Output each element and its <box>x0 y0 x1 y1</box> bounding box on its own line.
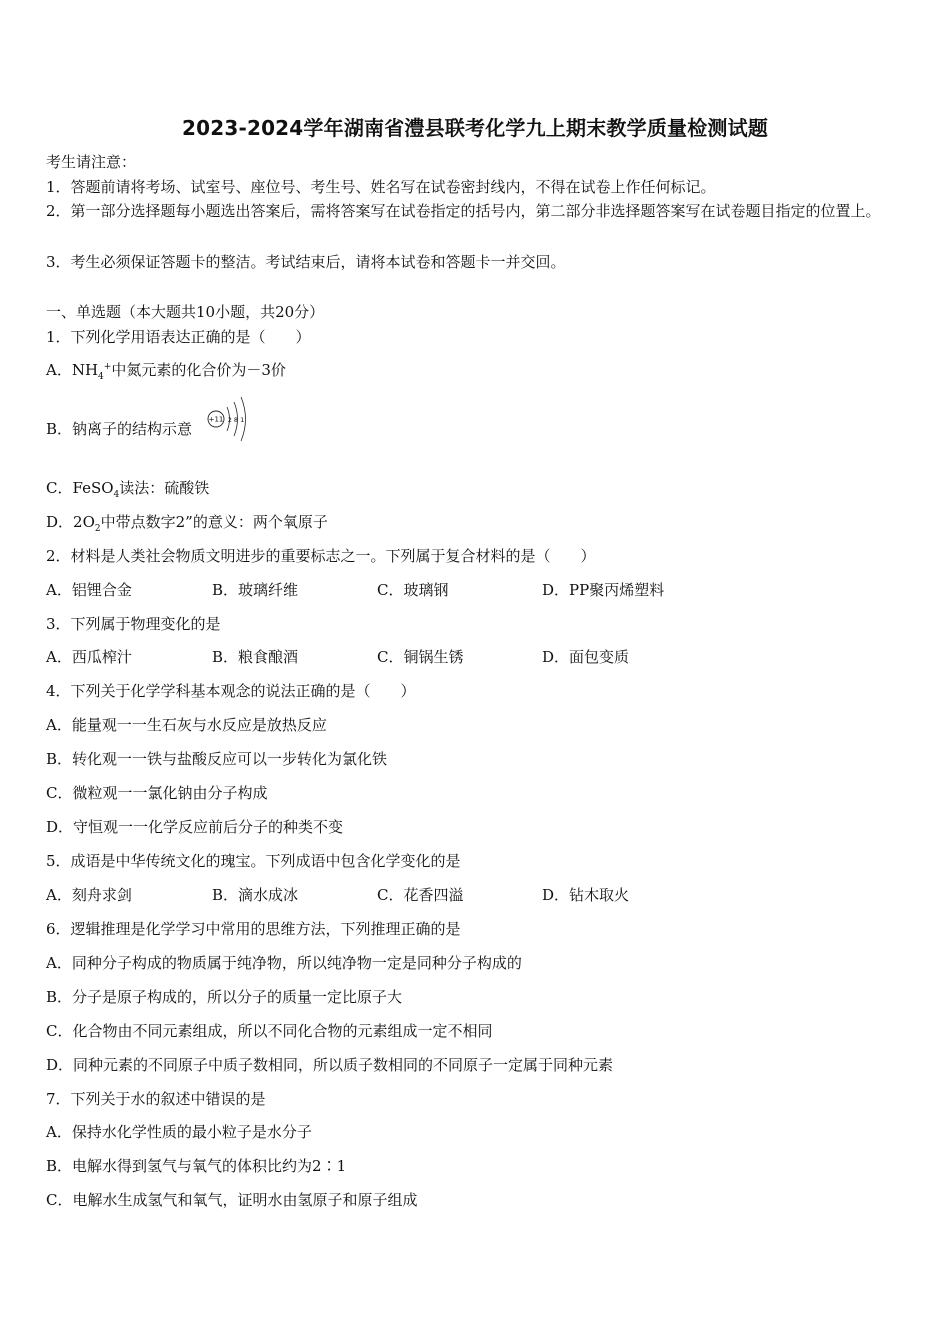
exam-title: 2023-2024学年湖南省澧县联考化学九上期末教学质量检测试题 <box>181 116 769 140</box>
q6-option-a: A．同种分子构成的物质属于纯净物，所以纯净物一定是同种分子构成的 <box>46 954 522 972</box>
q4-option-a: A．能量观一一生石灰与水反应是放热反应 <box>46 716 327 734</box>
q7-option-c: C．电解水生成氢气和氧气，证明水由氢原子和原子组成 <box>46 1191 418 1209</box>
q1-d-post: 中带点数字2”的意义：两个氧原子 <box>100 513 328 531</box>
q3-option-b: B．粮食酿酒 <box>212 648 299 666</box>
q1-option-b: B．钠离子的结构示意 <box>46 420 193 438</box>
q1-c-sub: 4 <box>113 490 120 500</box>
q1-a-sup: + <box>103 362 112 372</box>
section-heading: 一、单选题（本大题共10小题，共20分） <box>46 303 325 321</box>
q1-a-post: 中氮元素的化合价为－3价 <box>111 361 286 379</box>
q6-stem: 6．逻辑推理是化学学习中常用的思维方法，下列推理正确的是 <box>46 920 461 938</box>
q2-option-d: D．PP聚丙烯塑料 <box>542 581 665 599</box>
q1-a-pre: A．NH <box>46 361 99 379</box>
q5-option-d: D．钻木取火 <box>542 886 630 904</box>
notice-header: 考生请注意： <box>46 153 137 171</box>
notice-item-1: 1．答题前请将考场、试室号、座位号、考生号、姓名写在试卷密封线内，不得在试卷上作任何标记。 <box>46 178 716 196</box>
q1-option-d <box>46 512 328 532</box>
nucleus-label: +11 <box>208 415 224 424</box>
q4-option-b: B．转化观一一铁与盐酸反应可以一步转化为氯化铁 <box>46 750 388 768</box>
q1-d-sub: 2 <box>94 524 101 534</box>
q1-stem: 1．下列化学用语表达正确的是（ ） <box>46 328 311 346</box>
q2-option-a: A．铝锂合金 <box>46 581 132 599</box>
q5-option-c: C．花香四溢 <box>377 886 464 904</box>
q3-stem: 3．下列属于物理变化的是 <box>46 615 221 633</box>
q5-stem: 5．成语是中华传统文化的瑰宝。下列成语中包含化学变化的是 <box>46 852 461 870</box>
q1-option-c <box>46 478 209 498</box>
shell-electrons-label: 2 8 1 <box>227 416 245 424</box>
q1-c-post: 读法：硫酸铁 <box>119 479 210 497</box>
q2-option-b: B．玻璃纤维 <box>212 581 299 599</box>
q6-option-d: D．同种元素的不同原子中质子数相同，所以质子数相同的不同原子一定属于同种元素 <box>46 1056 614 1074</box>
notice-item-3: 3．考生必须保证答题卡的整洁。考试结束后，请将本试卷和答题卡一并交回。 <box>46 253 566 271</box>
q7-option-a: A．保持水化学性质的最小粒子是水分子 <box>46 1123 312 1141</box>
q3-option-a: A．西瓜榨汁 <box>46 648 132 666</box>
q2-stem: 2．材料是人类社会物质文明进步的重要标志之一。下列属于复合材料的是（ ） <box>46 547 596 565</box>
q5-option-b: B．滴水成冰 <box>212 886 299 904</box>
q6-option-b: B．分子是原子构成的，所以分子的质量一定比原子大 <box>46 988 403 1006</box>
q1-a-sub: 4 <box>98 372 104 382</box>
q6-option-c: C．化合物由不同元素组成，所以不同化合物的元素组成一定不相同 <box>46 1022 493 1040</box>
q5-option-a: A．刻舟求剑 <box>46 886 132 904</box>
q1-d-pre: D．2O <box>46 513 95 531</box>
q1-option-a <box>46 360 286 380</box>
sodium-ion-structure-diagram <box>205 394 251 444</box>
notice-item-2: 2．第一部分选择题每小题选出答案后，需将答案写在试卷指定的括号内，第二部分非选择题答案写在试卷题目指定的位置上。 <box>46 202 881 220</box>
q7-option-b: B．电解水得到氢气与氧气的体积比约为2∶1 <box>46 1157 347 1175</box>
q2-option-c: C．玻璃钢 <box>377 581 449 599</box>
q3-option-c: C．铜锅生锈 <box>377 648 464 666</box>
q7-stem: 7．下列关于水的叙述中错误的是 <box>46 1090 266 1108</box>
q4-option-d: D．守恒观一一化学反应前后分子的种类不变 <box>46 818 344 836</box>
q3-option-d: D．面包变质 <box>542 648 630 666</box>
q4-stem: 4．下列关于化学学科基本观念的说法正确的是（ ） <box>46 682 416 700</box>
q4-option-c: C．微粒观一一氯化钠由分子构成 <box>46 784 268 802</box>
q1-c-pre: C．FeSO <box>46 479 114 497</box>
